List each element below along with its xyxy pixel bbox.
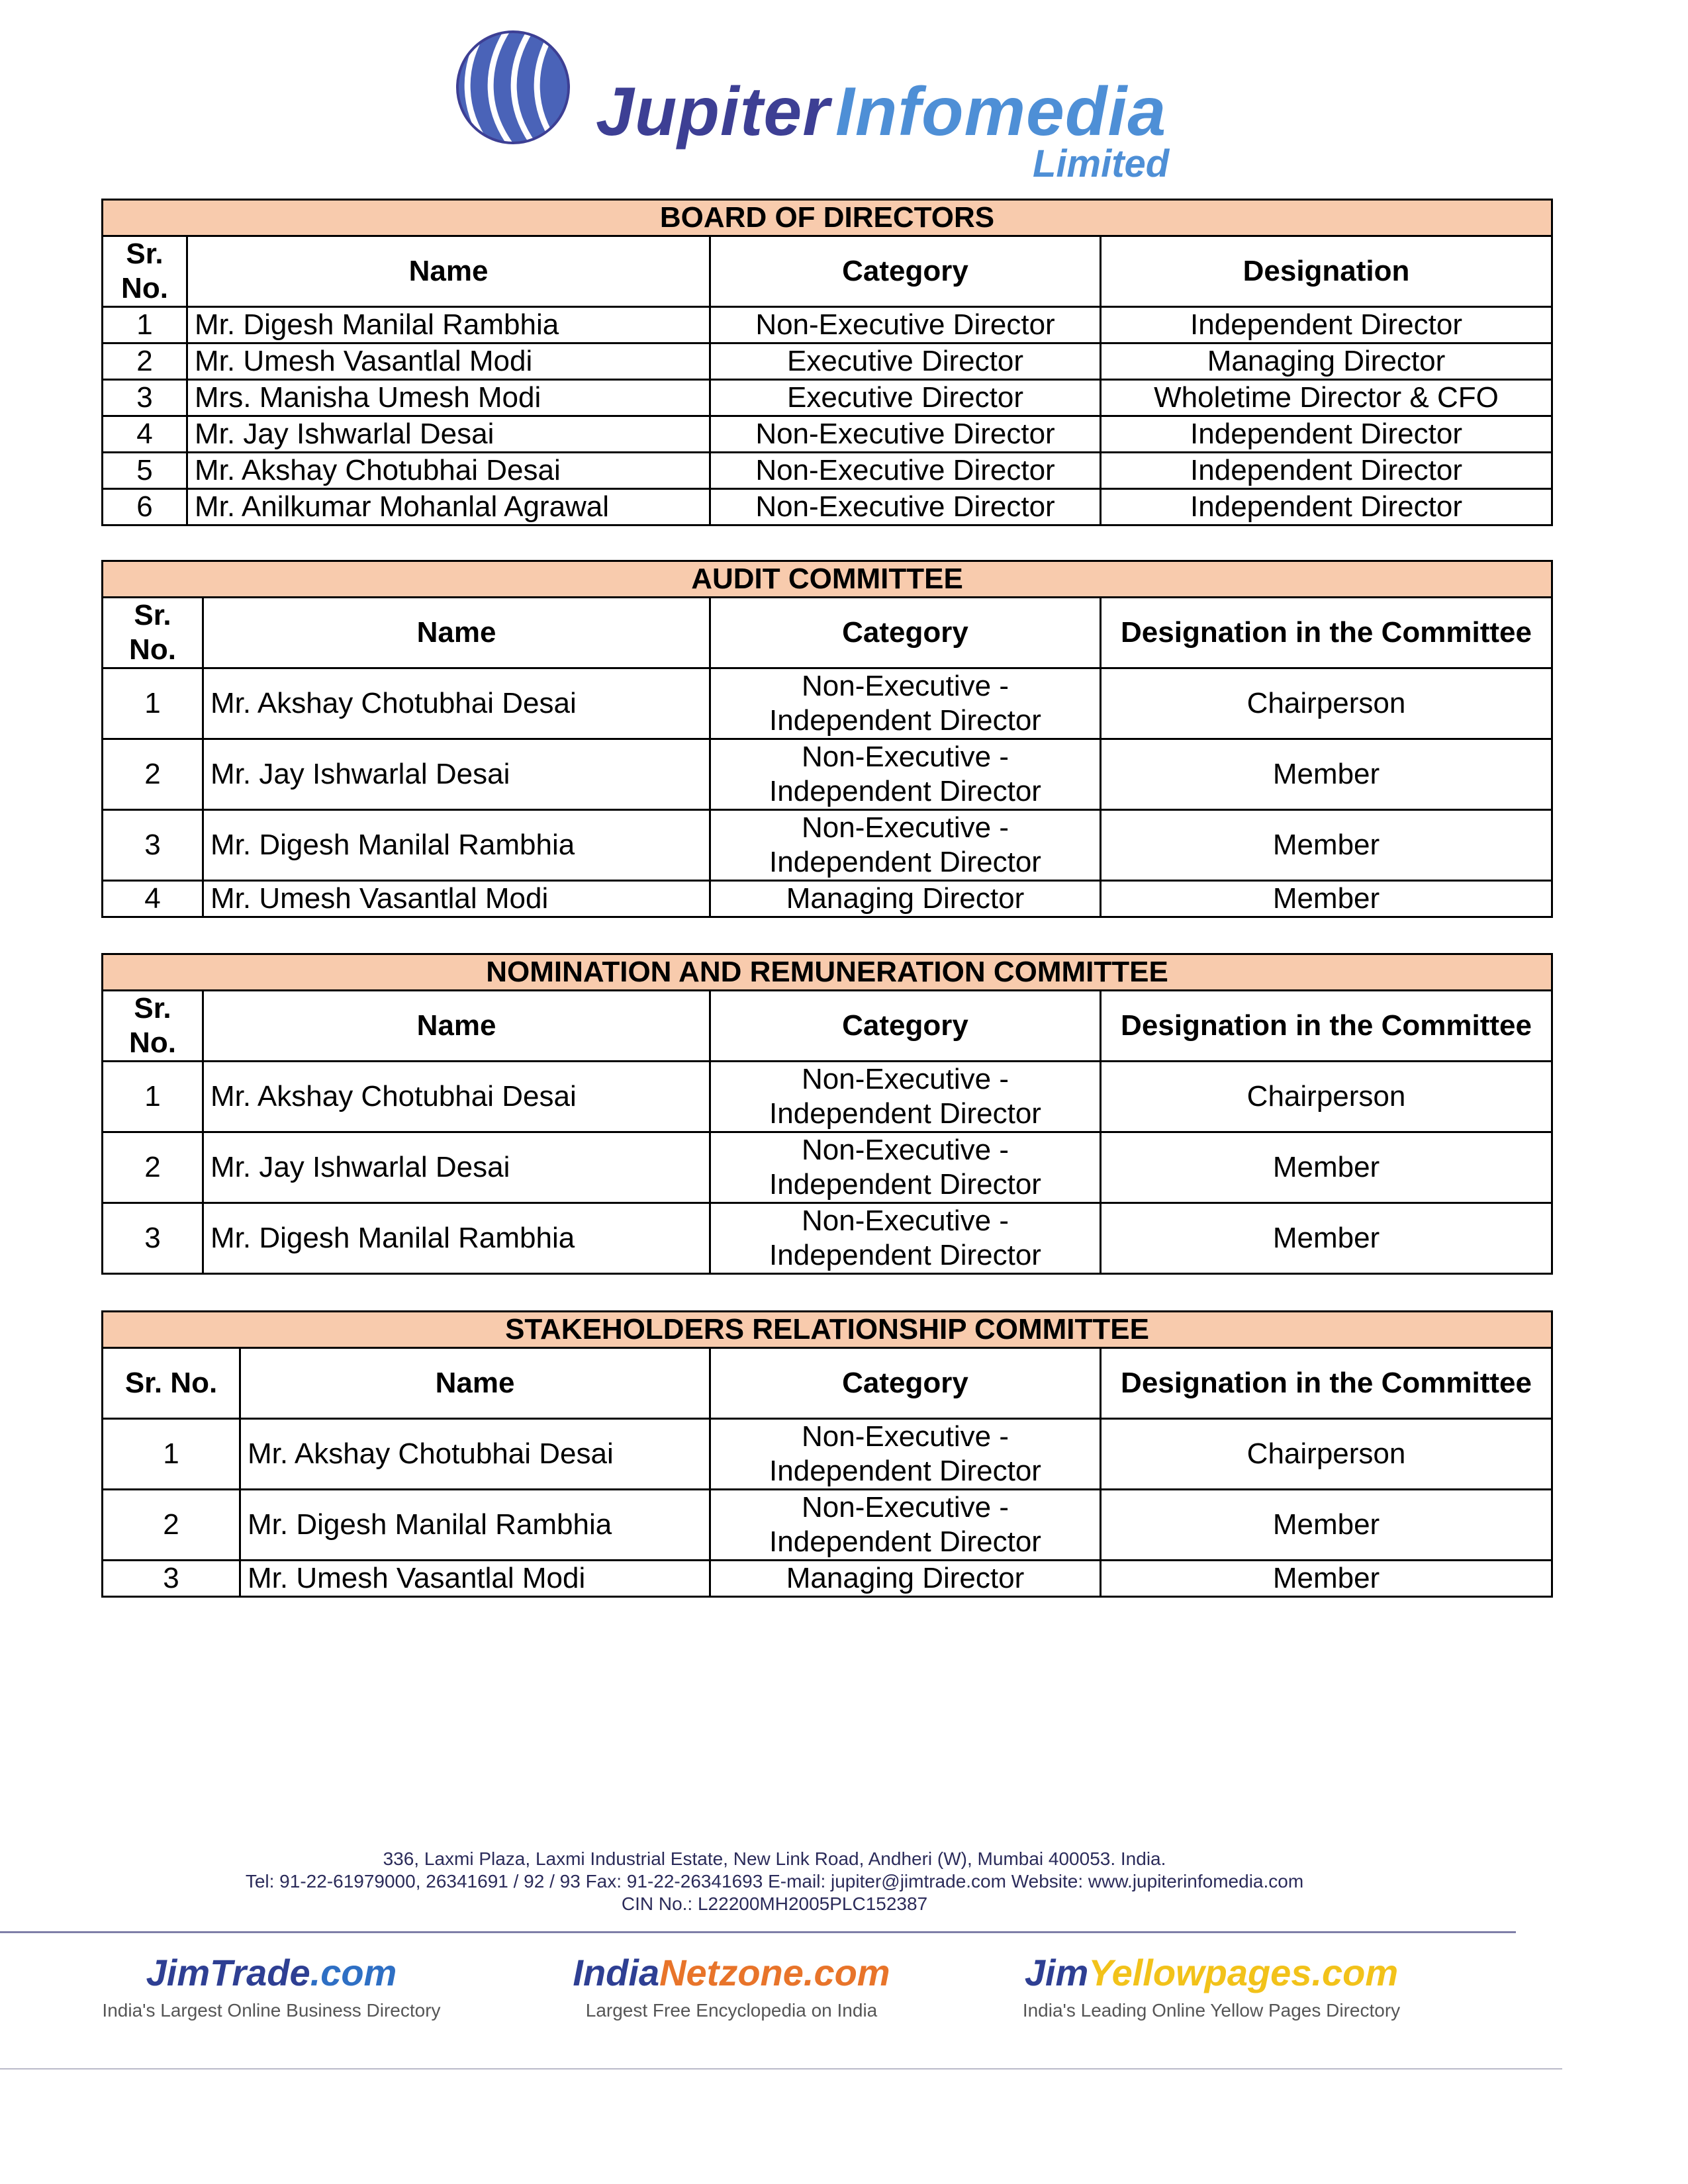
jimyellowpages-brand: [1013, 1951, 1410, 2023]
stakeholders-relationship-committee-table: [101, 1310, 1553, 1598]
designation-cell: Independent Director: [1101, 307, 1552, 343]
name-cell: Mr. Digesh Manilal Rambhia: [187, 307, 710, 343]
designation-cell: Member: [1101, 810, 1552, 881]
brand-name: JimTrade: [146, 1952, 310, 1993]
table-row: [103, 453, 1552, 489]
table-row: [103, 1490, 1552, 1561]
category-cell: Non-Executive - Independent Director: [710, 810, 1101, 881]
designation-cell: Member: [1101, 881, 1552, 917]
table-title: STAKEHOLDERS RELATIONSHIP COMMITTEE: [103, 1312, 1552, 1348]
table-title: AUDIT COMMITTEE: [103, 561, 1552, 598]
designation-cell: Independent Director: [1101, 489, 1552, 525]
table-row: [103, 1062, 1552, 1132]
name-cell: Mr. Akshay Chotubhai Desai: [240, 1419, 710, 1490]
brand-suffix: Yellowpages.com: [1088, 1952, 1399, 1993]
table-title: BOARD OF DIRECTORS: [103, 200, 1552, 236]
name-cell: Mr. Akshay Chotubhai Desai: [203, 668, 710, 739]
table-row: [103, 1419, 1552, 1490]
contact-line: Tel: 91-22-61979000, 26341691 / 92 / 93 Fax: 91-22-26341693 E-mail: jupiter@jimtrade.com Website: www.jupiterinfomedia.com: [245, 1871, 1304, 1891]
column-header-designation: Designation in the Committee: [1101, 598, 1552, 668]
sr-no-cell: 1: [103, 668, 203, 739]
sr-no-cell: 6: [103, 489, 187, 525]
designation-cell: Managing Director: [1101, 343, 1552, 380]
category-cell: Non-Executive - Independent Director: [710, 1062, 1101, 1132]
column-header-sr-no: Sr. No.: [103, 598, 203, 668]
name-cell: Mr. Jay Ishwarlal Desai: [203, 1132, 710, 1203]
brand-tagline: India's Leading Online Yellow Pages Directory: [1022, 2000, 1401, 2021]
board-of-directors-table: [101, 199, 1553, 526]
company-address: [192, 1848, 1357, 1915]
column-header-sr-no: Sr. No.: [103, 236, 187, 307]
name-cell: Mr. Akshay Chotubhai Desai: [203, 1062, 710, 1132]
sr-no-cell: 2: [103, 1490, 240, 1561]
brand-tagline: India's Largest Online Business Directory: [102, 2000, 441, 2021]
name-cell: Mr. Akshay Chotubhai Desai: [187, 453, 710, 489]
name-cell: Mr. Digesh Manilal Rambhia: [203, 1203, 710, 1274]
name-cell: Mr. Umesh Vasantlal Modi: [240, 1561, 710, 1597]
column-header-category: Category: [710, 598, 1101, 668]
logo-word-infomedia: Infomedia: [835, 73, 1167, 150]
category-cell: Non-Executive - Independent Director: [710, 1203, 1101, 1274]
table-row: [103, 1132, 1552, 1203]
logo-word-jupiter: Jupiter: [596, 73, 830, 150]
category-cell: Non-Executive - Independent Director: [710, 1419, 1101, 1490]
table-row: [103, 343, 1552, 380]
name-cell: Mr. Digesh Manilal Rambhia: [240, 1490, 710, 1561]
designation-cell: Independent Director: [1101, 416, 1552, 453]
sr-no-cell: 3: [103, 1561, 240, 1597]
column-header-name: Name: [187, 236, 710, 307]
category-cell: Non-Executive - Independent Director: [710, 668, 1101, 739]
category-cell: Non-Executive Director: [710, 453, 1101, 489]
column-header-name: Name: [203, 991, 710, 1062]
footer-divider: [0, 1931, 1516, 1933]
logo-word-limited: Limited: [1033, 142, 1170, 185]
designation-cell: Chairperson: [1101, 1419, 1552, 1490]
table-row: [103, 1561, 1552, 1597]
company-logo: [434, 13, 1175, 185]
sr-no-cell: 4: [103, 416, 187, 453]
footer-bottom-divider: [0, 2068, 1562, 2070]
indianetzone-brand: [569, 1951, 894, 2023]
nomination-remuneration-committee-table: [101, 953, 1553, 1275]
column-header-category: Category: [710, 991, 1101, 1062]
category-cell: Executive Director: [710, 343, 1101, 380]
column-header-name: Name: [240, 1348, 710, 1419]
designation-cell: Member: [1101, 739, 1552, 810]
address-line: 336, Laxmi Plaza, Laxmi Industrial Estate, New Link Road, Andheri (W), Mumbai 400053. India.: [383, 1848, 1166, 1869]
designation-cell: Independent Director: [1101, 453, 1552, 489]
category-cell: Non-Executive - Independent Director: [710, 739, 1101, 810]
table-row: [103, 668, 1552, 739]
sr-no-cell: 3: [103, 380, 187, 416]
table-row: [103, 881, 1552, 917]
jupiter-orb-icon: [447, 26, 579, 146]
sr-no-cell: 1: [103, 1419, 240, 1490]
table-row: [103, 416, 1552, 453]
name-cell: Mr. Umesh Vasantlal Modi: [187, 343, 710, 380]
brand-name: India: [573, 1952, 660, 1993]
audit-committee-table: [101, 560, 1553, 918]
category-cell: Executive Director: [710, 380, 1101, 416]
sr-no-cell: 2: [103, 343, 187, 380]
jimtrade-brand: [93, 1951, 450, 2023]
name-cell: Mr. Anilkumar Mohanlal Agrawal: [187, 489, 710, 525]
table-row: [103, 489, 1552, 525]
name-cell: Mrs. Manisha Umesh Modi: [187, 380, 710, 416]
category-cell: Non-Executive Director: [710, 489, 1101, 525]
sr-no-cell: 5: [103, 453, 187, 489]
name-cell: Mr. Umesh Vasantlal Modi: [203, 881, 710, 917]
designation-cell: Wholetime Director & CFO: [1101, 380, 1552, 416]
category-cell: Non-Executive - Independent Director: [710, 1132, 1101, 1203]
name-cell: Mr. Digesh Manilal Rambhia: [203, 810, 710, 881]
category-cell: Managing Director: [710, 1561, 1101, 1597]
brand-tagline: Largest Free Encyclopedia on India: [585, 2000, 878, 2021]
category-cell: Non-Executive Director: [710, 416, 1101, 453]
designation-cell: Chairperson: [1101, 668, 1552, 739]
category-cell: Managing Director: [710, 881, 1101, 917]
designation-cell: Member: [1101, 1561, 1552, 1597]
brand-name: Jim: [1024, 1952, 1089, 1993]
designation-cell: Member: [1101, 1203, 1552, 1274]
designation-cell: Member: [1101, 1490, 1552, 1561]
table-row: [103, 810, 1552, 881]
sr-no-cell: 3: [103, 810, 203, 881]
cin-line: CIN No.: L22200MH2005PLC152387: [621, 1893, 928, 1914]
column-header-name: Name: [203, 598, 710, 668]
column-header-designation: Designation in the Committee: [1101, 991, 1552, 1062]
column-header-category: Category: [710, 1348, 1101, 1419]
sr-no-cell: 3: [103, 1203, 203, 1274]
table-row: [103, 307, 1552, 343]
sr-no-cell: 2: [103, 1132, 203, 1203]
table-title: NOMINATION AND REMUNERATION COMMITTEE: [103, 954, 1552, 991]
sr-no-cell: 2: [103, 739, 203, 810]
category-cell: Non-Executive Director: [710, 307, 1101, 343]
sr-no-cell: 4: [103, 881, 203, 917]
designation-cell: Member: [1101, 1132, 1552, 1203]
category-cell: Non-Executive - Independent Director: [710, 1490, 1101, 1561]
column-header-category: Category: [710, 236, 1101, 307]
brand-suffix: .com: [310, 1952, 397, 1993]
column-header-sr-no: Sr. No.: [103, 1348, 240, 1419]
table-row: [103, 380, 1552, 416]
column-header-sr-no: Sr. No.: [103, 991, 203, 1062]
sr-no-cell: 1: [103, 307, 187, 343]
table-row: [103, 1203, 1552, 1274]
designation-cell: Chairperson: [1101, 1062, 1552, 1132]
table-row: [103, 739, 1552, 810]
sr-no-cell: 1: [103, 1062, 203, 1132]
name-cell: Mr. Jay Ishwarlal Desai: [203, 739, 710, 810]
column-header-designation: Designation: [1101, 236, 1552, 307]
brand-suffix: Netzone.com: [659, 1952, 890, 1993]
column-header-designation: Designation in the Committee: [1101, 1348, 1552, 1419]
name-cell: Mr. Jay Ishwarlal Desai: [187, 416, 710, 453]
